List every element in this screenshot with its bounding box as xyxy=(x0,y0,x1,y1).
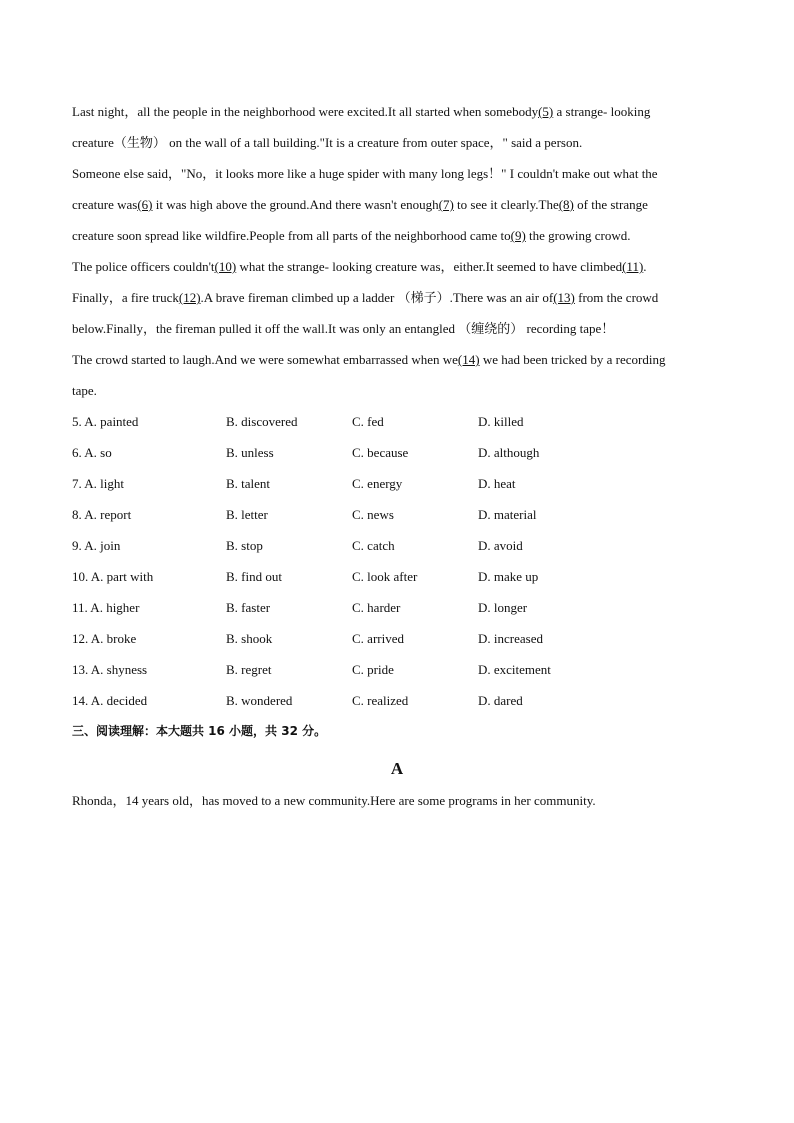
option-a: 10. A. part with xyxy=(72,569,154,584)
option-b: B. wondered xyxy=(226,693,293,708)
passage-line xyxy=(72,96,722,127)
passage-text: to see it clearly.The xyxy=(453,197,559,212)
question-row xyxy=(72,468,722,499)
blank-number: (10) xyxy=(214,259,237,274)
question-row xyxy=(72,561,722,592)
passage-line xyxy=(72,127,722,158)
passage-text: The crowd started to laugh.And we were somewhat embarrassed when we xyxy=(72,352,458,367)
passage-line xyxy=(72,282,722,313)
blank-number: (7) xyxy=(438,197,454,212)
option-a: 5. A. painted xyxy=(72,414,139,429)
passage-text: creature soon spread like wildfire.People from all parts of the neighborhood came to xyxy=(72,228,511,243)
option-d: D. although xyxy=(478,445,540,460)
section-title: 三、阅读理解：本大题共 16 小题，共 32 分。 xyxy=(72,724,327,738)
passage-text: the growing crowd. xyxy=(525,228,631,243)
passage-text: what the strange- looking creature was，either.It seemed to have climbed xyxy=(236,259,623,274)
reading-heading: A xyxy=(390,759,404,778)
passage-line xyxy=(72,313,722,344)
option-c: C. because xyxy=(352,445,409,460)
option-c: C. fed xyxy=(352,414,384,429)
passage-text: it was high above the ground.And there wasn't enough xyxy=(152,197,439,212)
question-row xyxy=(72,654,722,685)
option-b: B. stop xyxy=(226,538,263,553)
option-c: C. look after xyxy=(352,569,418,584)
option-b: B. shook xyxy=(226,631,273,646)
option-d: D. increased xyxy=(478,631,543,646)
passage-line xyxy=(72,375,722,406)
option-b: B. find out xyxy=(226,569,282,584)
question-row xyxy=(72,530,722,561)
option-d: D. heat xyxy=(478,476,516,491)
question-row xyxy=(72,685,722,716)
passage-text: creature（生物） on the wall of a tall building."It is a creature from outer space，" said a person. xyxy=(72,135,583,150)
option-c: C. arrived xyxy=(352,631,404,646)
question-row xyxy=(72,499,722,530)
option-d: D. make up xyxy=(478,569,539,584)
passage-text: .A brave fireman climbed up a ladder （梯子）.There was an air of xyxy=(200,290,554,305)
option-a: 11. A. higher xyxy=(72,600,140,615)
passage-text: below.Finally，the fireman pulled it off the wall.It was only an entangled （缠绕的） recording tape！ xyxy=(72,321,615,336)
passage-text: from the crowd xyxy=(574,290,659,305)
passage-line xyxy=(72,189,722,220)
blank-number: (13) xyxy=(553,290,575,305)
option-c: C. energy xyxy=(352,476,403,491)
answer-options xyxy=(72,406,722,716)
option-b: B. regret xyxy=(226,662,272,677)
option-c: C. news xyxy=(352,507,394,522)
blank-number: (8) xyxy=(558,197,574,212)
blank-number: (11) xyxy=(622,259,644,274)
option-a: 6. A. so xyxy=(72,445,112,460)
option-b: B. talent xyxy=(226,476,271,491)
passage-line xyxy=(72,158,722,189)
passage-text: Finally，a fire truck xyxy=(72,290,179,305)
option-d: D. dared xyxy=(478,693,523,708)
option-c: C. catch xyxy=(352,538,395,553)
option-d: D. material xyxy=(478,507,537,522)
option-d: D. longer xyxy=(478,600,528,615)
passage-text: Someone else said，"No，it looks more like a huge spider with many long legs！" I couldn't make out what the xyxy=(72,166,658,181)
option-a: 14. A. decided xyxy=(72,693,148,708)
option-b: B. unless xyxy=(226,445,274,460)
question-row xyxy=(72,437,722,468)
passage-text: of the strange xyxy=(573,197,648,212)
question-row xyxy=(72,623,722,654)
passage-text: . xyxy=(643,259,647,274)
passage-text: Last night，all the people in the neighborhood were excited.It all started when somebody xyxy=(72,104,539,119)
blank-number: (9) xyxy=(510,228,526,243)
option-c: C. harder xyxy=(352,600,401,615)
passage-text: we had been tricked by a recording xyxy=(479,352,666,367)
passage-text: a strange- looking xyxy=(553,104,651,119)
passage-line xyxy=(72,251,722,282)
option-d: D. excitement xyxy=(478,662,551,677)
option-b: B. letter xyxy=(226,507,268,522)
option-d: D. avoid xyxy=(478,538,523,553)
option-d: D. killed xyxy=(478,414,524,429)
blank-number: (14) xyxy=(457,352,480,367)
option-a: 7. A. light xyxy=(72,476,125,491)
blank-number: (5) xyxy=(538,104,554,119)
option-a: 8. A. report xyxy=(72,507,132,522)
passage-line xyxy=(72,220,722,251)
question-row xyxy=(72,406,722,437)
option-c: C. realized xyxy=(352,693,409,708)
passage-text: The police officers couldn't xyxy=(72,259,215,274)
document-page xyxy=(72,96,722,816)
blank-number: (12) xyxy=(178,290,201,305)
cloze-passage xyxy=(72,96,722,406)
passage-line xyxy=(72,344,722,375)
option-a: 12. A. broke xyxy=(72,631,137,646)
option-c: C. pride xyxy=(352,662,394,677)
option-a: 9. A. join xyxy=(72,538,121,553)
option-b: B. faster xyxy=(226,600,271,615)
option-a: 13. A. shyness xyxy=(72,662,148,677)
blank-number: (6) xyxy=(137,197,153,212)
passage-text: tape. xyxy=(72,383,97,398)
question-row xyxy=(72,592,722,623)
reading-intro: Rhonda，14 years old，has moved to a new community.Here are some programs in her community. xyxy=(72,793,596,808)
option-b: B. discovered xyxy=(226,414,298,429)
passage-text: creature was xyxy=(72,197,138,212)
